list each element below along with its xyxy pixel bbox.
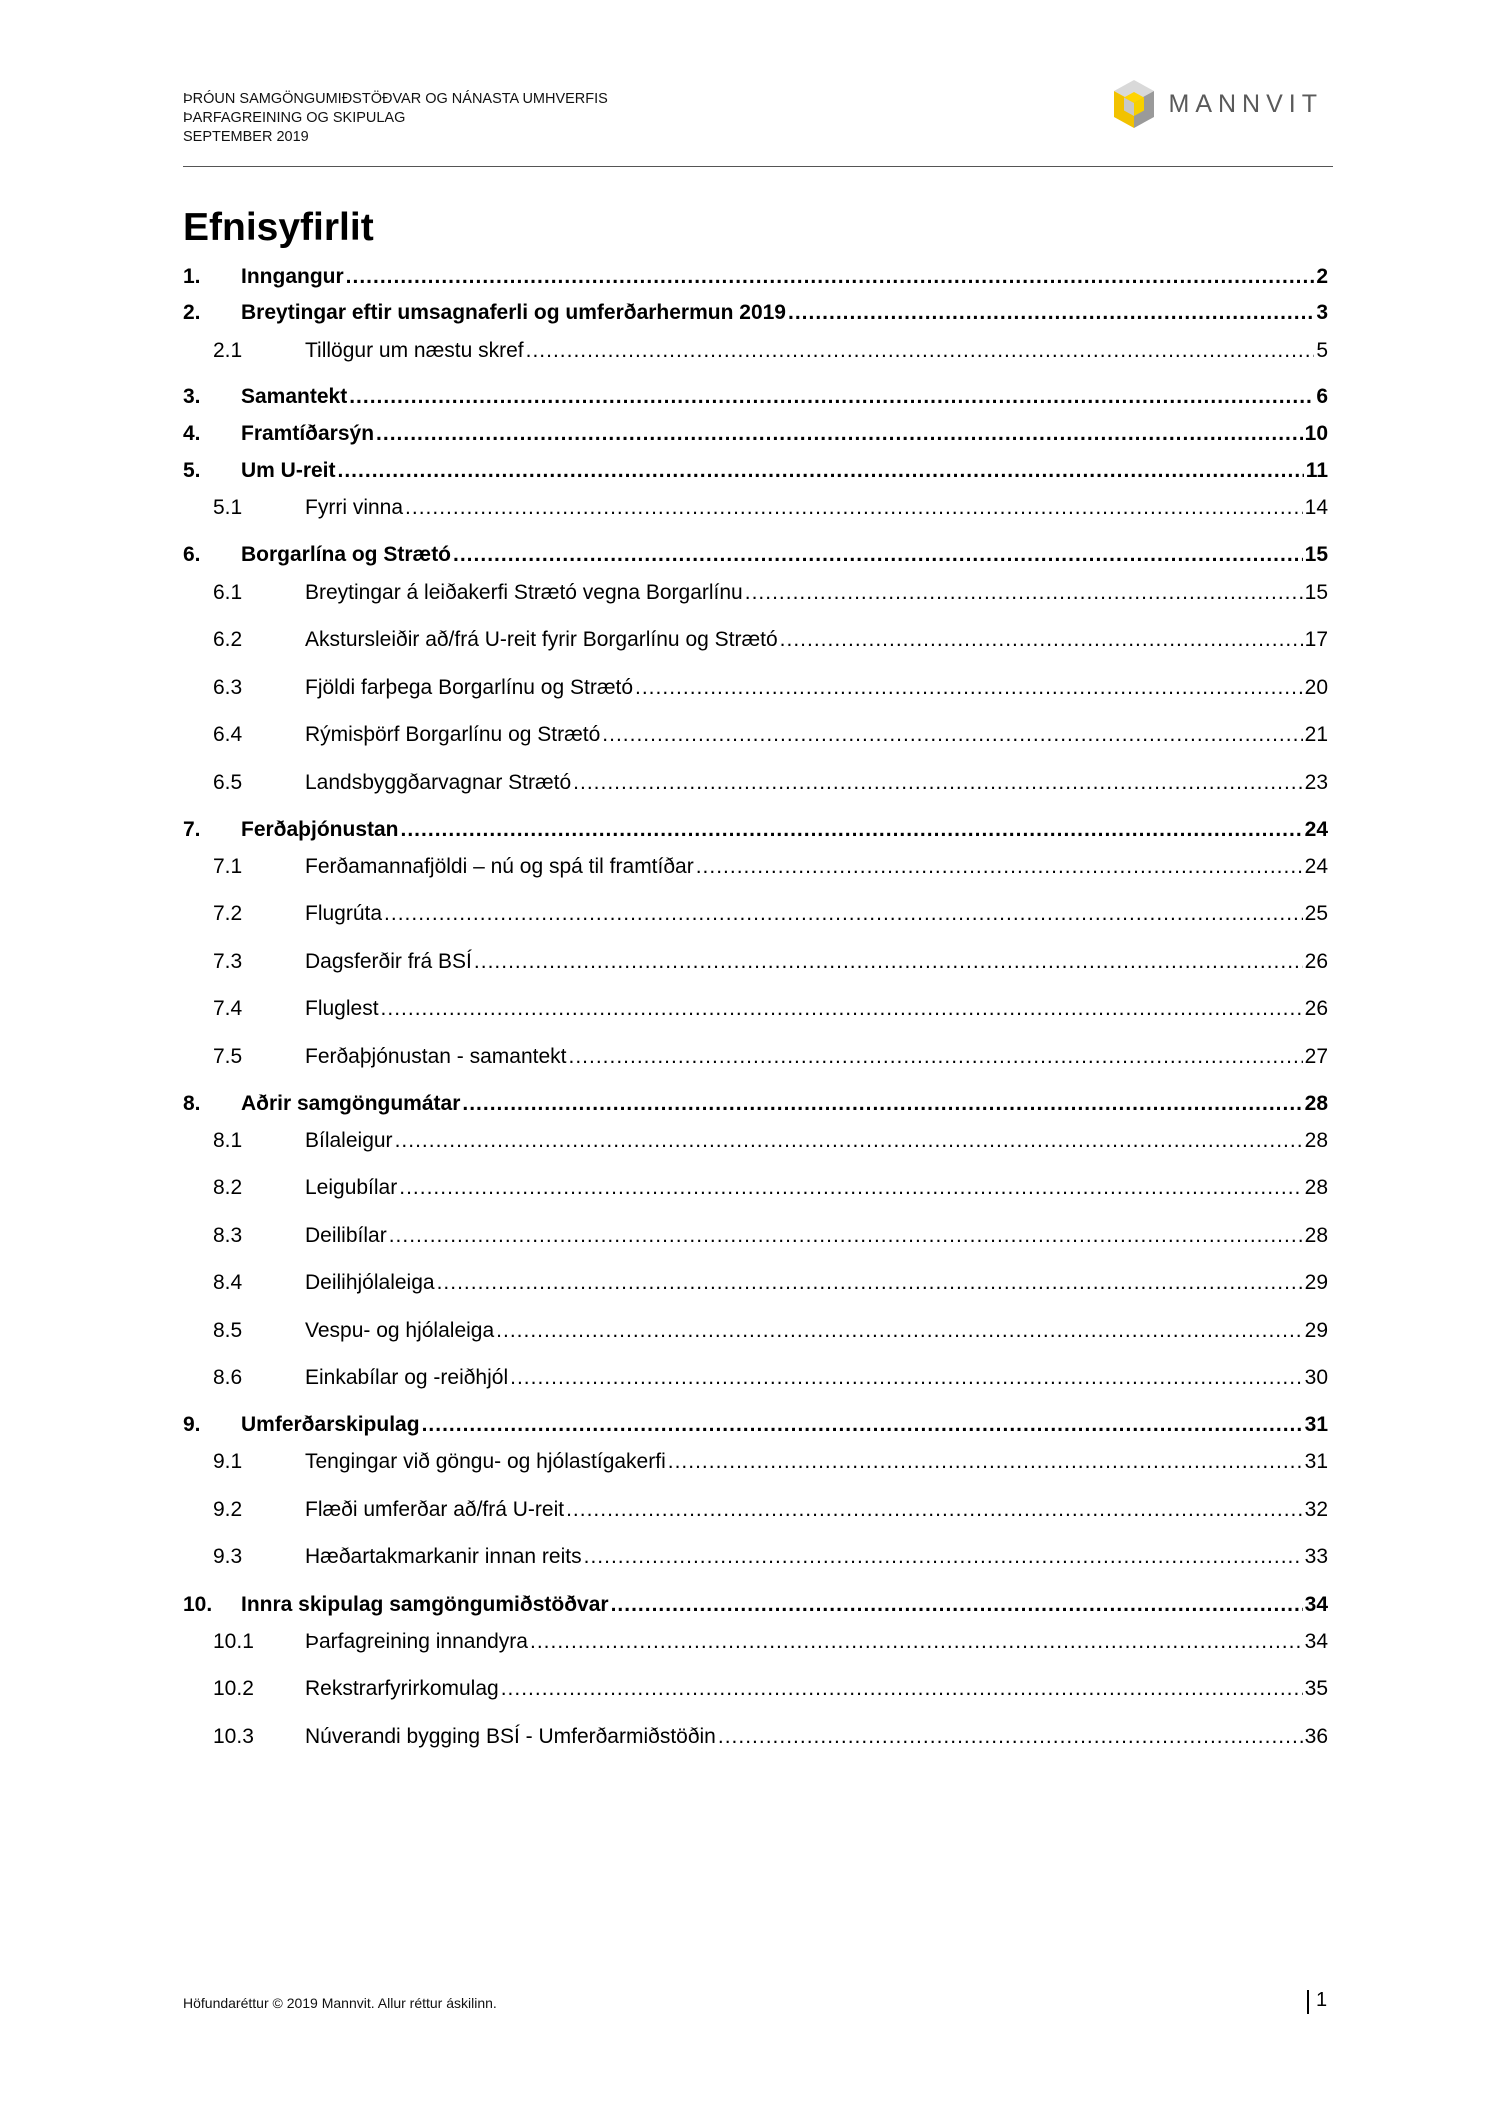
toc-entry-page: 33 [1304,1545,1328,1568]
toc-leader-dots [584,1542,1303,1572]
toc-entry-page: 24 [1304,855,1328,878]
toc-entry-page: 26 [1304,997,1328,1020]
toc-entry-page: 27 [1304,1045,1328,1068]
mannvit-logo [1111,76,1324,132]
toc-entry-number: 7.1 [213,855,243,878]
toc-entry-number: 3. [183,385,201,408]
toc-entry-label: Framtíðarsýn [241,422,375,445]
toc-entry-label: Samantekt [241,385,348,408]
toc-entry[interactable] [183,262,1328,292]
toc-entry-label: Fjöldi farþega Borgarlínu og Strætó [305,676,634,699]
toc-entry-label: Einkabílar og -reiðhjól [305,1366,509,1389]
toc-leader-dots [462,1089,1302,1119]
toc-entry-page: 24 [1304,818,1328,841]
toc-entry[interactable] [183,994,1328,1024]
toc-entry[interactable] [183,899,1328,929]
toc-entry[interactable] [183,578,1328,608]
toc-leader-dots [496,1316,1302,1346]
toc-entry[interactable] [183,1447,1328,1477]
toc-entry[interactable] [183,336,1328,366]
toc-entry-number: 10. [183,1593,213,1616]
toc-entry-page: 30 [1304,1366,1328,1389]
toc-entry-page: 15 [1304,543,1328,566]
toc-entry-number: 9.3 [213,1545,243,1568]
toc-entry-number: 7.2 [213,902,243,925]
toc-leader-dots [611,1590,1303,1620]
toc-entry[interactable] [183,1173,1328,1203]
toc-entry-number: 7.5 [213,1045,243,1068]
toc-entry-page: 28 [1304,1092,1328,1115]
toc-entry[interactable] [183,673,1328,703]
toc-entry-label: Rekstrarfyrirkomulag [305,1677,499,1700]
toc-entry-number: 9. [183,1413,201,1436]
toc-entry[interactable] [183,1722,1328,1752]
toc-entry-page: 20 [1304,676,1328,699]
toc-leader-dots [530,1627,1303,1657]
toc-leader-dots [745,578,1303,608]
footer-copyright: Höfundaréttur © 2019 Mannvit. Allur réttur áskilinn. [183,1995,497,2011]
toc-leader-dots [510,1363,1303,1393]
toc-entry-label: Innra skipulag samgöngumiðstöðvar [241,1593,609,1616]
toc-entry-label: Breytingar á leiðakerfi Strætó vegna Borgarlínu [305,581,743,604]
toc-leader-dots [696,852,1303,882]
toc-entry-label: Núverandi bygging BSÍ - Umferðarmiðstöðin [305,1725,716,1748]
toc-entry[interactable] [183,1221,1328,1251]
toc-entry[interactable] [183,768,1328,798]
toc-leader-dots [376,419,1303,449]
toc-entry[interactable] [183,720,1328,750]
toc-title: Efnisyfirlit [183,206,374,249]
toc-entry[interactable] [183,1627,1328,1657]
toc-leader-dots [405,493,1303,523]
toc-leader-dots [718,1722,1303,1752]
toc-entry[interactable] [183,1674,1328,1704]
header-line-subtitle: ÞARFAGREINING OG SKIPULAG [183,110,406,126]
toc-entry[interactable] [183,1042,1328,1072]
toc-entry-label: Hæðartakmarkanir innan reits [305,1545,582,1568]
toc-entry-page: 35 [1304,1677,1328,1700]
toc-entry-label: Vespu- og hjólaleiga [305,1319,495,1342]
toc-entry-label: Bílaleigur [305,1129,393,1152]
toc-entry-label: Tillögur um næstu skref [305,339,524,362]
toc-entry-label: Akstursleiðir að/frá U-reit fyrir Borgarlínu og Strætó [305,628,778,651]
toc-leader-dots [573,768,1302,798]
toc-entry-page: 10 [1304,422,1328,445]
toc-entry[interactable] [183,419,1328,449]
toc-entry-page: 21 [1304,723,1328,746]
toc-entry-number: 1. [183,265,201,288]
toc-leader-dots [437,1268,1303,1298]
toc-entry-label: Ferðaþjónustan [241,818,399,841]
toc-entry-label: Rýmisþörf Borgarlínu og Strætó [305,723,601,746]
toc-leader-dots [401,815,1303,845]
toc-entry-page: 11 [1305,459,1328,482]
toc-entry-label: Flæði umferðar að/frá U-reit [305,1498,565,1521]
toc-entry-page: 34 [1304,1630,1328,1653]
toc-entry-page: 17 [1304,628,1328,651]
toc-entry-page: 28 [1304,1224,1328,1247]
toc-leader-dots [453,540,1303,570]
toc-entry-page: 31 [1304,1450,1328,1473]
toc-leader-dots [399,1173,1302,1203]
toc-entry-label: Inngangur [241,265,344,288]
toc-entry-label: Fluglest [305,997,379,1020]
toc-entry-page: 23 [1304,771,1328,794]
header-line-date: SEPTEMBER 2019 [183,129,309,145]
toc-leader-dots [566,1495,1303,1525]
toc-entry[interactable] [183,1590,1328,1620]
toc-entry[interactable] [183,1495,1328,1525]
toc-entry-page: 14 [1304,496,1328,519]
toc-entry-label: Leigubílar [305,1176,398,1199]
toc-entry-number: 4. [183,422,201,445]
toc-leader-dots [381,994,1303,1024]
toc-entry-label: Breytingar eftir umsagnaferli og umferðarhermun 2019 [241,301,786,324]
toc-entry-page: 28 [1304,1129,1328,1152]
toc-entry[interactable] [183,1363,1328,1393]
toc-leader-dots [568,1042,1302,1072]
toc-leader-dots [422,1410,1303,1440]
toc-entry-page: 29 [1304,1271,1328,1294]
toc-entry-page: 34 [1304,1593,1328,1616]
toc-entry[interactable] [183,1268,1328,1298]
toc-entry-number: 7.4 [213,997,243,1020]
toc-entry-number: 10.3 [213,1725,254,1748]
toc-entry-number: 2.1 [213,339,243,362]
toc-entry-page: 2 [1316,265,1328,288]
footer-page-number: 1 [1316,1989,1328,2011]
toc-entry-page: 26 [1304,950,1328,973]
footer-divider [1307,1990,1309,2014]
toc-entry[interactable] [183,1089,1328,1119]
toc-entry[interactable] [183,815,1328,845]
toc-entry-number: 2. [183,301,201,324]
toc-entry-number: 8.1 [213,1129,243,1152]
toc-entry-label: Fyrri vinna [305,496,404,519]
toc-entry-label: Deilibílar [305,1224,387,1247]
toc-entry-number: 8.5 [213,1319,243,1342]
toc-entry-number: 6.3 [213,676,243,699]
toc-entry-number: 10.1 [213,1630,254,1653]
toc-entry-label: Landsbyggðarvagnar Strætó [305,771,572,794]
toc-entry-page: 28 [1304,1176,1328,1199]
toc-leader-dots [501,1674,1303,1704]
page-header [183,90,1333,167]
toc-leader-dots [346,262,1315,292]
toc-entry-label: Aðrir samgöngumátar [241,1092,461,1115]
toc-entry-label: Ferðaþjónustan - samantekt [305,1045,567,1068]
toc-entry-number: 5. [183,459,201,482]
toc-leader-dots [395,1126,1303,1156]
toc-entry[interactable] [183,456,1328,486]
toc-entry-number: 6.2 [213,628,243,651]
toc-entry[interactable] [183,1542,1328,1572]
toc-entry[interactable] [183,1126,1328,1156]
toc-entry[interactable] [183,493,1328,523]
toc-entry-number: 8.3 [213,1224,243,1247]
toc-entry[interactable] [183,852,1328,882]
toc-entry-number: 7.3 [213,950,243,973]
cube-logo-icon [1111,78,1157,130]
toc-entry-number: 8.2 [213,1176,243,1199]
toc-leader-dots [780,625,1303,655]
toc-entry-label: Flugrúta [305,902,383,925]
toc-entry-number: 6.4 [213,723,243,746]
toc-entry-page: 5 [1316,339,1328,362]
toc-leader-dots [338,456,1304,486]
toc-leader-dots [474,947,1303,977]
toc-entry-label: Dagsferðir frá BSÍ [305,950,472,973]
toc-entry-number: 7. [183,818,201,841]
toc-leader-dots [349,382,1314,412]
toc-entry-page: 3 [1316,301,1328,324]
toc-entry[interactable] [183,947,1328,977]
toc-leader-dots [384,899,1303,929]
toc-entry[interactable] [183,540,1328,570]
toc-entry-label: Þarfagreining innandyra [305,1630,528,1653]
toc-entry-number: 5.1 [213,496,243,519]
toc-entry-number: 6.5 [213,771,243,794]
toc-entry-label: Borgarlína og Strætó [241,543,452,566]
toc-entry-label: Deilihjólaleiga [305,1271,435,1294]
toc-entry-page: 6 [1316,385,1328,408]
toc-entry-label: Ferðamannafjöldi – nú og spá til framtíðar [305,855,694,878]
header-line-project: ÞRÓUN SAMGÖNGUMIÐSTÖÐVAR OG NÁNASTA UMHVERFIS [183,91,608,107]
toc-entry[interactable] [183,1410,1328,1440]
toc-entry-number: 8. [183,1092,201,1115]
toc-entry-label: Tengingar við göngu- og hjólastígakerfi [305,1450,666,1473]
toc-leader-dots [602,720,1302,750]
toc-leader-dots [788,298,1314,328]
toc-entry-number: 6.1 [213,581,243,604]
toc-leader-dots [668,1447,1303,1477]
toc-entry-page: 31 [1304,1413,1328,1436]
toc-entry-number: 8.6 [213,1366,243,1389]
toc-entry-number: 8.4 [213,1271,243,1294]
toc-entry-label: Umferðarskipulag [241,1413,420,1436]
toc-entry-page: 29 [1304,1319,1328,1342]
toc-entry-page: 15 [1304,581,1328,604]
toc-entry-number: 9.2 [213,1498,243,1521]
toc-entry[interactable] [183,625,1328,655]
logo-wordmark: MANNVIT [1168,89,1323,118]
toc-entry[interactable] [183,298,1328,328]
toc-entry-page: 32 [1304,1498,1328,1521]
toc-entry-number: 10.2 [213,1677,254,1700]
toc-entry-number: 9.1 [213,1450,243,1473]
toc-entry-label: Um U-reit [241,459,336,482]
toc-leader-dots [526,336,1315,366]
toc-leader-dots [635,673,1303,703]
toc-leader-dots [389,1221,1303,1251]
toc-entry[interactable] [183,382,1328,412]
toc-entry[interactable] [183,1316,1328,1346]
toc-entry-number: 6. [183,543,201,566]
toc-entry-page: 36 [1304,1725,1328,1748]
header-text-block [183,90,608,147]
toc-entry-page: 25 [1304,902,1328,925]
